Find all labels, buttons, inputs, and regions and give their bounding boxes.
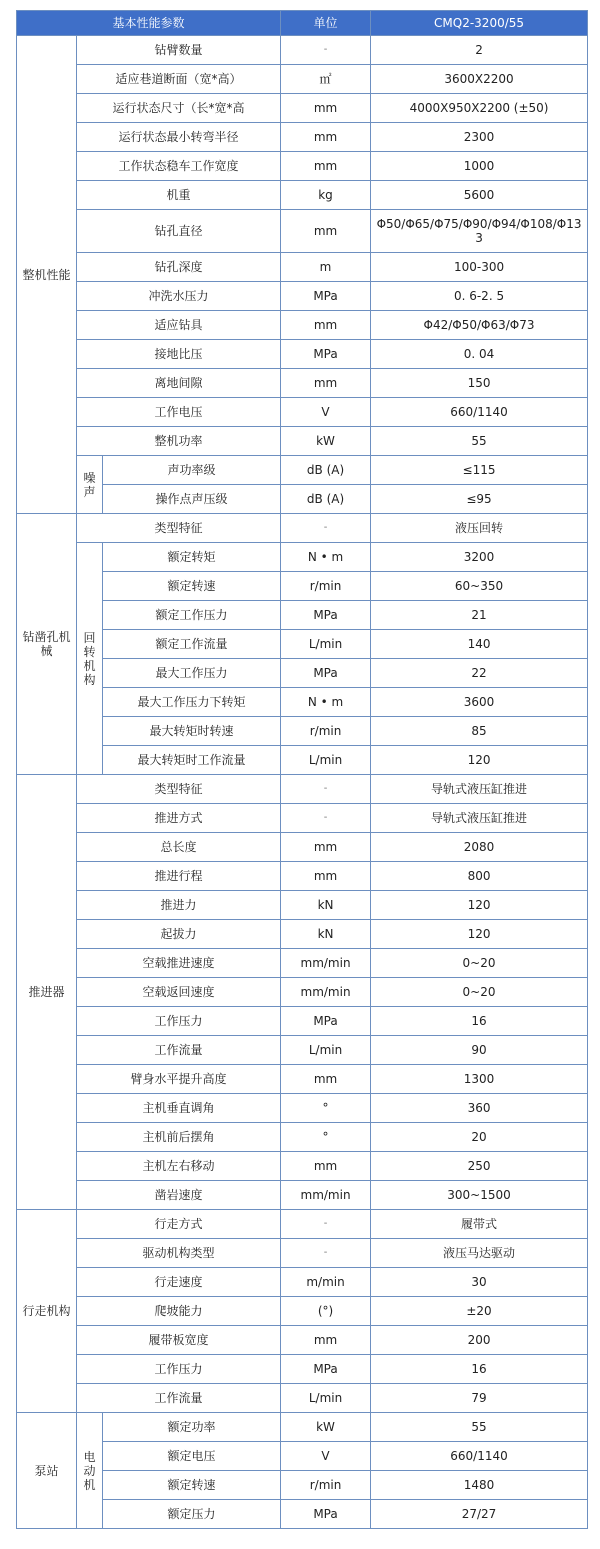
param-cell: 钻臂数量 bbox=[77, 36, 281, 65]
unit-cell: mm bbox=[281, 94, 371, 123]
table-row bbox=[17, 659, 588, 688]
value-cell: 800 bbox=[371, 862, 588, 891]
unit-cell: - bbox=[281, 1239, 371, 1268]
table-row bbox=[17, 804, 588, 833]
param-cell: 工作电压 bbox=[77, 398, 281, 427]
unit-cell: kN bbox=[281, 920, 371, 949]
param-cell: 推进行程 bbox=[77, 862, 281, 891]
unit-cell: - bbox=[281, 36, 371, 65]
group-label: 泵站 bbox=[17, 1413, 77, 1529]
unit-cell: kW bbox=[281, 1413, 371, 1442]
table-row bbox=[17, 94, 588, 123]
unit-cell: m bbox=[281, 253, 371, 282]
param-cell: 最大转矩时转速 bbox=[103, 717, 281, 746]
param-cell: 起拔力 bbox=[77, 920, 281, 949]
unit-cell: L/min bbox=[281, 1036, 371, 1065]
value-cell: 120 bbox=[371, 920, 588, 949]
param-cell: 适应巷道断面（宽*高） bbox=[77, 65, 281, 94]
value-cell: 150 bbox=[371, 369, 588, 398]
table-row bbox=[17, 1239, 588, 1268]
table-row bbox=[17, 978, 588, 1007]
table-row bbox=[17, 1007, 588, 1036]
unit-cell: mm bbox=[281, 1326, 371, 1355]
value-cell: 55 bbox=[371, 1413, 588, 1442]
param-cell: 凿岩速度 bbox=[77, 1181, 281, 1210]
unit-cell: mm bbox=[281, 1065, 371, 1094]
param-cell: 工作压力 bbox=[77, 1355, 281, 1384]
param-cell: 声功率级 bbox=[103, 456, 281, 485]
value-cell: 液压马达驱动 bbox=[371, 1239, 588, 1268]
table-row bbox=[17, 1326, 588, 1355]
param-cell: 空载推进速度 bbox=[77, 949, 281, 978]
unit-cell: - bbox=[281, 804, 371, 833]
value-cell: 100-300 bbox=[371, 253, 588, 282]
spec-table-container bbox=[16, 10, 588, 1529]
param-cell: 驱动机构类型 bbox=[77, 1239, 281, 1268]
table-row bbox=[17, 601, 588, 630]
subgroup-label: 电动机 bbox=[77, 1413, 103, 1529]
unit-cell: N • m bbox=[281, 543, 371, 572]
value-cell: ±20 bbox=[371, 1297, 588, 1326]
unit-cell: - bbox=[281, 1210, 371, 1239]
param-cell: 类型特征 bbox=[77, 514, 281, 543]
value-cell: 90 bbox=[371, 1036, 588, 1065]
value-cell: 3200 bbox=[371, 543, 588, 572]
param-cell: 最大工作压力 bbox=[103, 659, 281, 688]
param-cell: 额定工作流量 bbox=[103, 630, 281, 659]
unit-cell: MPa bbox=[281, 1007, 371, 1036]
value-cell: 4000X950X2200 (±50) bbox=[371, 94, 588, 123]
param-cell: 额定电压 bbox=[103, 1442, 281, 1471]
unit-cell: V bbox=[281, 398, 371, 427]
unit-cell: dB (A) bbox=[281, 456, 371, 485]
value-cell: 0~20 bbox=[371, 978, 588, 1007]
table-row bbox=[17, 1181, 588, 1210]
value-cell: 250 bbox=[371, 1152, 588, 1181]
unit-cell: r/min bbox=[281, 572, 371, 601]
param-cell: 主机左右移动 bbox=[77, 1152, 281, 1181]
table-row bbox=[17, 514, 588, 543]
value-cell: 16 bbox=[371, 1007, 588, 1036]
table-row bbox=[17, 1152, 588, 1181]
unit-cell: V bbox=[281, 1442, 371, 1471]
unit-cell: kN bbox=[281, 891, 371, 920]
table-row bbox=[17, 210, 588, 253]
table-row bbox=[17, 891, 588, 920]
param-cell: 臂身水平提升高度 bbox=[77, 1065, 281, 1094]
value-cell: 履带式 bbox=[371, 1210, 588, 1239]
table-row bbox=[17, 717, 588, 746]
group-label: 钻凿孔机械 bbox=[17, 514, 77, 775]
unit-cell: m/min bbox=[281, 1268, 371, 1297]
unit-cell: mm bbox=[281, 311, 371, 340]
param-cell: 额定压力 bbox=[103, 1500, 281, 1529]
param-cell: 额定工作压力 bbox=[103, 601, 281, 630]
table-row bbox=[17, 920, 588, 949]
table-row bbox=[17, 485, 588, 514]
param-cell: 整机功率 bbox=[77, 427, 281, 456]
table-row bbox=[17, 775, 588, 804]
table-row bbox=[17, 1065, 588, 1094]
value-cell: 200 bbox=[371, 1326, 588, 1355]
value-cell: 300~1500 bbox=[371, 1181, 588, 1210]
table-row bbox=[17, 311, 588, 340]
param-cell: 主机垂直调角 bbox=[77, 1094, 281, 1123]
param-cell: 额定转矩 bbox=[103, 543, 281, 572]
subgroup-label: 噪声 bbox=[77, 456, 103, 514]
value-cell: 2 bbox=[371, 36, 588, 65]
header-row bbox=[17, 11, 588, 36]
value-cell: 27/27 bbox=[371, 1500, 588, 1529]
table-row bbox=[17, 282, 588, 311]
unit-cell: MPa bbox=[281, 340, 371, 369]
unit-cell: - bbox=[281, 775, 371, 804]
unit-cell: mm/min bbox=[281, 949, 371, 978]
value-cell: ≤115 bbox=[371, 456, 588, 485]
param-cell: 类型特征 bbox=[77, 775, 281, 804]
value-cell: 16 bbox=[371, 1355, 588, 1384]
unit-cell: mm bbox=[281, 1152, 371, 1181]
unit-cell: mm bbox=[281, 123, 371, 152]
param-cell: 冲洗水压力 bbox=[77, 282, 281, 311]
param-cell: 爬坡能力 bbox=[77, 1297, 281, 1326]
unit-cell: mm bbox=[281, 862, 371, 891]
param-cell: 推进方式 bbox=[77, 804, 281, 833]
group-label: 推进器 bbox=[17, 775, 77, 1210]
param-cell: 钻孔深度 bbox=[77, 253, 281, 282]
unit-cell: ° bbox=[281, 1123, 371, 1152]
param-cell: 接地比压 bbox=[77, 340, 281, 369]
table-row bbox=[17, 949, 588, 978]
table-row bbox=[17, 833, 588, 862]
param-cell: 额定功率 bbox=[103, 1413, 281, 1442]
table-row bbox=[17, 1413, 588, 1442]
value-cell: 2080 bbox=[371, 833, 588, 862]
value-cell: 660/1140 bbox=[371, 1442, 588, 1471]
param-cell: 离地间隙 bbox=[77, 369, 281, 398]
table-row bbox=[17, 253, 588, 282]
param-cell: 最大工作压力下转矩 bbox=[103, 688, 281, 717]
value-cell: 0. 04 bbox=[371, 340, 588, 369]
table-row bbox=[17, 1123, 588, 1152]
value-cell: 5600 bbox=[371, 181, 588, 210]
value-cell: 0~20 bbox=[371, 949, 588, 978]
value-cell: 0. 6-2. 5 bbox=[371, 282, 588, 311]
group-label: 整机性能 bbox=[17, 36, 77, 514]
table-row bbox=[17, 1268, 588, 1297]
value-cell: 21 bbox=[371, 601, 588, 630]
unit-cell: MPa bbox=[281, 1500, 371, 1529]
value-cell: 导轨式液压缸推进 bbox=[371, 804, 588, 833]
value-cell: 22 bbox=[371, 659, 588, 688]
table-row bbox=[17, 1210, 588, 1239]
table-row bbox=[17, 427, 588, 456]
param-cell: 总长度 bbox=[77, 833, 281, 862]
param-cell: 履带板宽度 bbox=[77, 1326, 281, 1355]
param-cell: 空载返回速度 bbox=[77, 978, 281, 1007]
header-param: 基本性能参数 bbox=[17, 11, 281, 36]
unit-cell: r/min bbox=[281, 1471, 371, 1500]
unit-cell: mm bbox=[281, 152, 371, 181]
value-cell: 液压回转 bbox=[371, 514, 588, 543]
value-cell: 1480 bbox=[371, 1471, 588, 1500]
header-model: CMQ2-3200/55 bbox=[371, 11, 588, 36]
value-cell: Φ50/Φ65/Φ75/Φ90/Φ94/Φ108/Φ133 bbox=[371, 210, 588, 253]
unit-cell: - bbox=[281, 514, 371, 543]
param-cell: 适应钻具 bbox=[77, 311, 281, 340]
table-row bbox=[17, 688, 588, 717]
unit-cell: mm/min bbox=[281, 978, 371, 1007]
table-row bbox=[17, 1036, 588, 1065]
value-cell: 55 bbox=[371, 427, 588, 456]
param-cell: 工作流量 bbox=[77, 1036, 281, 1065]
table-row bbox=[17, 36, 588, 65]
value-cell: 1000 bbox=[371, 152, 588, 181]
unit-cell: mm bbox=[281, 369, 371, 398]
table-row bbox=[17, 1471, 588, 1500]
unit-cell: L/min bbox=[281, 746, 371, 775]
unit-cell: mm/min bbox=[281, 1181, 371, 1210]
param-cell: 运行状态最小转弯半径 bbox=[77, 123, 281, 152]
unit-cell: kg bbox=[281, 181, 371, 210]
table-row bbox=[17, 398, 588, 427]
param-cell: 行走速度 bbox=[77, 1268, 281, 1297]
table-row bbox=[17, 1384, 588, 1413]
unit-cell: MPa bbox=[281, 1355, 371, 1384]
param-cell: 主机前后摆角 bbox=[77, 1123, 281, 1152]
value-cell: ≤95 bbox=[371, 485, 588, 514]
unit-cell: L/min bbox=[281, 630, 371, 659]
table-row bbox=[17, 152, 588, 181]
value-cell: 3600 bbox=[371, 688, 588, 717]
table-row bbox=[17, 746, 588, 775]
unit-cell: N • m bbox=[281, 688, 371, 717]
table-row bbox=[17, 543, 588, 572]
subgroup-label: 回转机构 bbox=[77, 543, 103, 775]
value-cell: 120 bbox=[371, 746, 588, 775]
table-row bbox=[17, 1297, 588, 1326]
value-cell: 140 bbox=[371, 630, 588, 659]
param-cell: 钻孔直径 bbox=[77, 210, 281, 253]
value-cell: 79 bbox=[371, 1384, 588, 1413]
param-cell: 额定转速 bbox=[103, 1471, 281, 1500]
param-cell: 额定转速 bbox=[103, 572, 281, 601]
unit-cell: MPa bbox=[281, 659, 371, 688]
unit-cell: mm bbox=[281, 210, 371, 253]
unit-cell: dB (A) bbox=[281, 485, 371, 514]
value-cell: 3600X2200 bbox=[371, 65, 588, 94]
param-cell: 最大转矩时工作流量 bbox=[103, 746, 281, 775]
value-cell: 85 bbox=[371, 717, 588, 746]
table-row bbox=[17, 65, 588, 94]
table-row bbox=[17, 862, 588, 891]
unit-cell: ㎡ bbox=[281, 65, 371, 94]
value-cell: 120 bbox=[371, 891, 588, 920]
value-cell: 2300 bbox=[371, 123, 588, 152]
value-cell: 1300 bbox=[371, 1065, 588, 1094]
param-cell: 行走方式 bbox=[77, 1210, 281, 1239]
value-cell: 360 bbox=[371, 1094, 588, 1123]
table-row bbox=[17, 456, 588, 485]
unit-cell: r/min bbox=[281, 717, 371, 746]
value-cell: 60~350 bbox=[371, 572, 588, 601]
param-cell: 推进力 bbox=[77, 891, 281, 920]
spec-table bbox=[16, 10, 588, 1529]
table-row bbox=[17, 630, 588, 659]
table-row bbox=[17, 572, 588, 601]
group-label: 行走机构 bbox=[17, 1210, 77, 1413]
value-cell: 30 bbox=[371, 1268, 588, 1297]
unit-cell: ° bbox=[281, 1094, 371, 1123]
header-unit: 单位 bbox=[281, 11, 371, 36]
value-cell: 导轨式液压缸推进 bbox=[371, 775, 588, 804]
param-cell: 工作流量 bbox=[77, 1384, 281, 1413]
unit-cell: L/min bbox=[281, 1384, 371, 1413]
value-cell: 20 bbox=[371, 1123, 588, 1152]
table-row bbox=[17, 1500, 588, 1529]
table-row bbox=[17, 1355, 588, 1384]
table-row bbox=[17, 1094, 588, 1123]
param-cell: 运行状态尺寸（长*宽*高 bbox=[77, 94, 281, 123]
table-row bbox=[17, 340, 588, 369]
value-cell: 660/1140 bbox=[371, 398, 588, 427]
unit-cell: mm bbox=[281, 833, 371, 862]
param-cell: 操作点声压级 bbox=[103, 485, 281, 514]
param-cell: 工作状态稳车工作宽度 bbox=[77, 152, 281, 181]
table-row bbox=[17, 1442, 588, 1471]
param-cell: 机重 bbox=[77, 181, 281, 210]
unit-cell: MPa bbox=[281, 601, 371, 630]
param-cell: 工作压力 bbox=[77, 1007, 281, 1036]
unit-cell: kW bbox=[281, 427, 371, 456]
unit-cell: (°) bbox=[281, 1297, 371, 1326]
unit-cell: MPa bbox=[281, 282, 371, 311]
value-cell: Φ42/Φ50/Φ63/Φ73 bbox=[371, 311, 588, 340]
table-row bbox=[17, 181, 588, 210]
table-row bbox=[17, 369, 588, 398]
table-row bbox=[17, 123, 588, 152]
